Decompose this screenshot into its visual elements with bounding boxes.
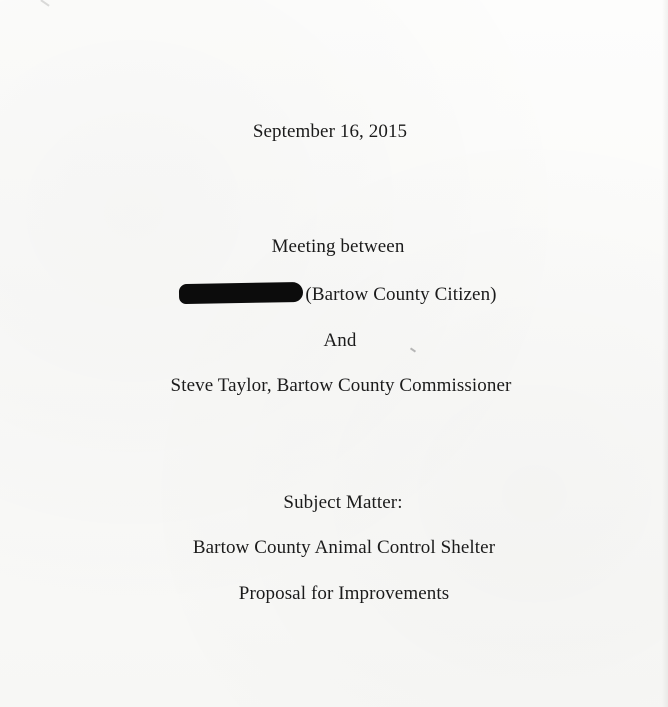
citizen-line <box>4 283 668 306</box>
commissioner-line: Steve Taylor, Bartow County Commissioner <box>170 375 512 396</box>
redaction-mark <box>179 282 303 304</box>
subject-line-1: Bartow County Animal Control Shelter <box>192 537 496 558</box>
subject-heading: Subject Matter: <box>283 492 403 513</box>
subject-line-2: Proposal for Improvements <box>238 583 450 604</box>
conjunction-line: And <box>323 330 357 351</box>
date-line: September 16, 2015 <box>252 121 408 142</box>
meeting-heading: Meeting between <box>271 236 405 257</box>
paper-speck <box>40 0 49 7</box>
citizen-label: (Bartow County Citizen) <box>305 284 497 305</box>
